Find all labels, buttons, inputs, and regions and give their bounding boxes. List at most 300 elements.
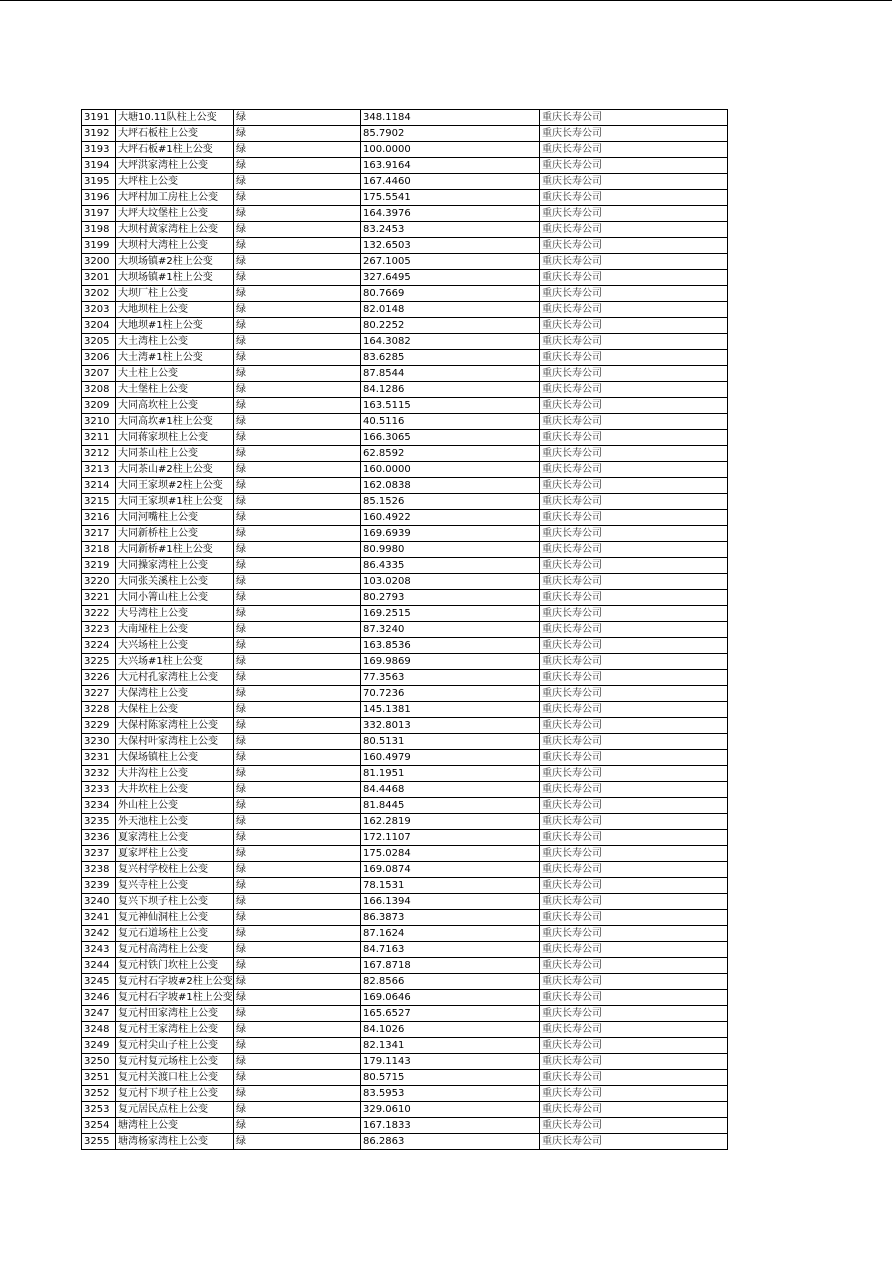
cell-status: 绿 [234, 430, 361, 446]
cell-company: 重庆长寿公司 [540, 1102, 728, 1118]
cell-id: 3212 [82, 446, 116, 462]
cell-status: 绿 [234, 958, 361, 974]
cell-company: 重庆长寿公司 [540, 174, 728, 190]
cell-company: 重庆长寿公司 [540, 414, 728, 430]
table-row [82, 398, 728, 414]
cell-status: 绿 [234, 510, 361, 526]
cell-status: 绿 [234, 462, 361, 478]
table-row [82, 894, 728, 910]
table-row [82, 782, 728, 798]
cell-transformer-name: 大坝村大湾柱上公变 [116, 238, 234, 254]
cell-transformer-name: 大坪石板柱上公变 [116, 126, 234, 142]
cell-value: 163.5115 [361, 398, 540, 414]
cell-company: 重庆长寿公司 [540, 494, 728, 510]
cell-value: 327.6495 [361, 270, 540, 286]
cell-transformer-name: 大同高坎#1柱上公变 [116, 414, 234, 430]
table-row [82, 558, 728, 574]
cell-value: 163.9164 [361, 158, 540, 174]
cell-id: 3251 [82, 1070, 116, 1086]
cell-value: 81.1951 [361, 766, 540, 782]
cell-company: 重庆长寿公司 [540, 878, 728, 894]
cell-id: 3221 [82, 590, 116, 606]
cell-status: 绿 [234, 782, 361, 798]
cell-company: 重庆长寿公司 [540, 990, 728, 1006]
cell-status: 绿 [234, 206, 361, 222]
table-row [82, 990, 728, 1006]
table-row [82, 1038, 728, 1054]
cell-status: 绿 [234, 654, 361, 670]
cell-value: 167.1833 [361, 1118, 540, 1134]
table-row [82, 110, 728, 126]
cell-value: 132.6503 [361, 238, 540, 254]
cell-status: 绿 [234, 334, 361, 350]
table-row [82, 846, 728, 862]
table-row [82, 574, 728, 590]
cell-company: 重庆长寿公司 [540, 382, 728, 398]
cell-status: 绿 [234, 638, 361, 654]
cell-value: 80.9980 [361, 542, 540, 558]
cell-value: 169.0646 [361, 990, 540, 1006]
cell-status: 绿 [234, 862, 361, 878]
cell-company: 重庆长寿公司 [540, 974, 728, 990]
cell-company: 重庆长寿公司 [540, 158, 728, 174]
cell-company: 重庆长寿公司 [540, 926, 728, 942]
table-row [82, 702, 728, 718]
cell-status: 绿 [234, 1070, 361, 1086]
cell-value: 169.9869 [361, 654, 540, 670]
cell-company: 重庆长寿公司 [540, 318, 728, 334]
table-row [82, 654, 728, 670]
cell-status: 绿 [234, 1038, 361, 1054]
table-row [82, 542, 728, 558]
cell-company: 重庆长寿公司 [540, 702, 728, 718]
cell-value: 82.1341 [361, 1038, 540, 1054]
table-row [82, 350, 728, 366]
cell-transformer-name: 大坪村加工房柱上公变 [116, 190, 234, 206]
table-row [82, 414, 728, 430]
cell-value: 165.6527 [361, 1006, 540, 1022]
cell-id: 3230 [82, 734, 116, 750]
cell-status: 绿 [234, 238, 361, 254]
cell-transformer-name: 夏家湾柱上公变 [116, 830, 234, 846]
table-row [82, 430, 728, 446]
cell-id: 3220 [82, 574, 116, 590]
cell-transformer-name: 外山柱上公变 [116, 798, 234, 814]
cell-transformer-name: 复兴寺柱上公变 [116, 878, 234, 894]
cell-value: 80.5715 [361, 1070, 540, 1086]
cell-value: 175.0284 [361, 846, 540, 862]
cell-company: 重庆长寿公司 [540, 110, 728, 126]
cell-id: 3242 [82, 926, 116, 942]
table-row [82, 798, 728, 814]
table-row [82, 750, 728, 766]
cell-transformer-name: 大井沟柱上公变 [116, 766, 234, 782]
cell-value: 166.3065 [361, 430, 540, 446]
table-row [82, 478, 728, 494]
cell-status: 绿 [234, 574, 361, 590]
table-row [82, 1102, 728, 1118]
cell-transformer-name: 大同新桥柱上公变 [116, 526, 234, 542]
cell-transformer-name: 复元村铁门坎柱上公变 [116, 958, 234, 974]
cell-status: 绿 [234, 558, 361, 574]
cell-company: 重庆长寿公司 [540, 1006, 728, 1022]
cell-value: 160.0000 [361, 462, 540, 478]
cell-company: 重庆长寿公司 [540, 910, 728, 926]
cell-company: 重庆长寿公司 [540, 654, 728, 670]
cell-id: 3239 [82, 878, 116, 894]
cell-value: 267.1005 [361, 254, 540, 270]
cell-company: 重庆长寿公司 [540, 1118, 728, 1134]
cell-id: 3246 [82, 990, 116, 1006]
cell-id: 3207 [82, 366, 116, 382]
table-row [82, 638, 728, 654]
cell-value: 40.5116 [361, 414, 540, 430]
table-row [82, 334, 728, 350]
cell-status: 绿 [234, 798, 361, 814]
cell-transformer-name: 大塘10.11队柱上公变 [116, 110, 234, 126]
cell-status: 绿 [234, 270, 361, 286]
cell-transformer-name: 大兴场#1柱上公变 [116, 654, 234, 670]
cell-transformer-name: 复元村石字坡#1柱上公变 [116, 990, 234, 1006]
cell-transformer-name: 塘湾杨家湾柱上公变 [116, 1134, 234, 1150]
table-row [82, 382, 728, 398]
cell-value: 77.3563 [361, 670, 540, 686]
cell-status: 绿 [234, 910, 361, 926]
cell-transformer-name: 大同高坎柱上公变 [116, 398, 234, 414]
cell-transformer-name: 大坪石板#1柱上公变 [116, 142, 234, 158]
cell-id: 3202 [82, 286, 116, 302]
cell-transformer-name: 大南垭柱上公变 [116, 622, 234, 638]
cell-status: 绿 [234, 414, 361, 430]
cell-company: 重庆长寿公司 [540, 526, 728, 542]
cell-id: 3196 [82, 190, 116, 206]
cell-company: 重庆长寿公司 [540, 718, 728, 734]
cell-value: 83.2453 [361, 222, 540, 238]
cell-value: 348.1184 [361, 110, 540, 126]
cell-company: 重庆长寿公司 [540, 1134, 728, 1150]
cell-transformer-name: 大井坎柱上公变 [116, 782, 234, 798]
cell-id: 3249 [82, 1038, 116, 1054]
table-row [82, 974, 728, 990]
cell-company: 重庆长寿公司 [540, 270, 728, 286]
table-row [82, 926, 728, 942]
cell-company: 重庆长寿公司 [540, 510, 728, 526]
cell-transformer-name: 大坪柱上公变 [116, 174, 234, 190]
cell-id: 3214 [82, 478, 116, 494]
table-row [82, 862, 728, 878]
cell-transformer-name: 复兴村学校柱上公变 [116, 862, 234, 878]
cell-id: 3211 [82, 430, 116, 446]
table-row [82, 174, 728, 190]
cell-company: 重庆长寿公司 [540, 430, 728, 446]
cell-status: 绿 [234, 174, 361, 190]
cell-value: 160.4922 [361, 510, 540, 526]
cell-id: 3232 [82, 766, 116, 782]
cell-company: 重庆长寿公司 [540, 958, 728, 974]
cell-company: 重庆长寿公司 [540, 622, 728, 638]
cell-transformer-name: 复元村高湾柱上公变 [116, 942, 234, 958]
cell-transformer-name: 夏家坪柱上公变 [116, 846, 234, 862]
cell-company: 重庆长寿公司 [540, 446, 728, 462]
cell-status: 绿 [234, 526, 361, 542]
cell-id: 3224 [82, 638, 116, 654]
cell-id: 3223 [82, 622, 116, 638]
cell-transformer-name: 大同王家坝#2柱上公变 [116, 478, 234, 494]
cell-transformer-name: 大保村叶家湾柱上公变 [116, 734, 234, 750]
table-row [82, 1054, 728, 1070]
cell-company: 重庆长寿公司 [540, 1022, 728, 1038]
cell-company: 重庆长寿公司 [540, 830, 728, 846]
table-row [82, 942, 728, 958]
cell-id: 3241 [82, 910, 116, 926]
cell-transformer-name: 大土柱上公变 [116, 366, 234, 382]
cell-id: 3206 [82, 350, 116, 366]
cell-id: 3250 [82, 1054, 116, 1070]
data-table [81, 109, 728, 1150]
cell-transformer-name: 大坝场镇#2柱上公变 [116, 254, 234, 270]
cell-id: 3237 [82, 846, 116, 862]
cell-value: 86.4335 [361, 558, 540, 574]
cell-company: 重庆长寿公司 [540, 862, 728, 878]
cell-status: 绿 [234, 110, 361, 126]
cell-status: 绿 [234, 126, 361, 142]
cell-status: 绿 [234, 382, 361, 398]
table-row [82, 142, 728, 158]
cell-transformer-name: 大同新桥#1柱上公变 [116, 542, 234, 558]
cell-value: 167.4460 [361, 174, 540, 190]
cell-status: 绿 [234, 622, 361, 638]
cell-transformer-name: 大元村孔家湾柱上公变 [116, 670, 234, 686]
table-row [82, 302, 728, 318]
cell-status: 绿 [234, 686, 361, 702]
cell-transformer-name: 复元居民点柱上公变 [116, 1102, 234, 1118]
cell-id: 3219 [82, 558, 116, 574]
cell-company: 重庆长寿公司 [540, 846, 728, 862]
cell-id: 3194 [82, 158, 116, 174]
cell-value: 83.5953 [361, 1086, 540, 1102]
cell-id: 3229 [82, 718, 116, 734]
table-row [82, 590, 728, 606]
table-row [82, 1022, 728, 1038]
cell-transformer-name: 大坪大坟堡柱上公变 [116, 206, 234, 222]
cell-status: 绿 [234, 1006, 361, 1022]
cell-id: 3217 [82, 526, 116, 542]
cell-id: 3200 [82, 254, 116, 270]
cell-status: 绿 [234, 398, 361, 414]
cell-value: 84.1286 [361, 382, 540, 398]
cell-company: 重庆长寿公司 [540, 238, 728, 254]
cell-company: 重庆长寿公司 [540, 126, 728, 142]
table-row [82, 734, 728, 750]
table-row [82, 222, 728, 238]
cell-company: 重庆长寿公司 [540, 222, 728, 238]
cell-transformer-name: 大保柱上公变 [116, 702, 234, 718]
cell-id: 3248 [82, 1022, 116, 1038]
page-top-border [0, 0, 892, 1]
table-row [82, 766, 728, 782]
cell-id: 3201 [82, 270, 116, 286]
cell-id: 3236 [82, 830, 116, 846]
cell-id: 3228 [82, 702, 116, 718]
cell-company: 重庆长寿公司 [540, 542, 728, 558]
cell-value: 85.1526 [361, 494, 540, 510]
cell-company: 重庆长寿公司 [540, 782, 728, 798]
cell-value: 84.7163 [361, 942, 540, 958]
table-row [82, 814, 728, 830]
cell-id: 3213 [82, 462, 116, 478]
cell-value: 87.3240 [361, 622, 540, 638]
cell-value: 85.7902 [361, 126, 540, 142]
cell-company: 重庆长寿公司 [540, 558, 728, 574]
cell-value: 169.6939 [361, 526, 540, 542]
cell-transformer-name: 外天池柱上公变 [116, 814, 234, 830]
cell-id: 3255 [82, 1134, 116, 1150]
cell-id: 3205 [82, 334, 116, 350]
cell-transformer-name: 大同张关溪柱上公变 [116, 574, 234, 590]
cell-status: 绿 [234, 1054, 361, 1070]
cell-status: 绿 [234, 942, 361, 958]
cell-status: 绿 [234, 318, 361, 334]
cell-status: 绿 [234, 190, 361, 206]
cell-status: 绿 [234, 974, 361, 990]
cell-value: 70.7236 [361, 686, 540, 702]
cell-status: 绿 [234, 1102, 361, 1118]
table-row [82, 254, 728, 270]
cell-company: 重庆长寿公司 [540, 766, 728, 782]
cell-company: 重庆长寿公司 [540, 734, 728, 750]
cell-transformer-name: 复元村复元场柱上公变 [116, 1054, 234, 1070]
cell-status: 绿 [234, 1086, 361, 1102]
cell-transformer-name: 大地坝#1柱上公变 [116, 318, 234, 334]
cell-value: 84.1026 [361, 1022, 540, 1038]
cell-value: 81.8445 [361, 798, 540, 814]
cell-value: 175.5541 [361, 190, 540, 206]
table-row [82, 206, 728, 222]
cell-status: 绿 [234, 142, 361, 158]
cell-value: 162.0838 [361, 478, 540, 494]
table-row [82, 670, 728, 686]
cell-transformer-name: 复元村关渡口柱上公变 [116, 1070, 234, 1086]
cell-id: 3254 [82, 1118, 116, 1134]
cell-company: 重庆长寿公司 [540, 798, 728, 814]
cell-id: 3215 [82, 494, 116, 510]
cell-status: 绿 [234, 718, 361, 734]
cell-company: 重庆长寿公司 [540, 302, 728, 318]
cell-value: 103.0208 [361, 574, 540, 590]
cell-value: 172.1107 [361, 830, 540, 846]
table-row [82, 958, 728, 974]
table-row [82, 190, 728, 206]
cell-value: 169.0874 [361, 862, 540, 878]
cell-value: 62.8592 [361, 446, 540, 462]
cell-id: 3231 [82, 750, 116, 766]
cell-company: 重庆长寿公司 [540, 206, 728, 222]
cell-transformer-name: 大同蒋家坝柱上公变 [116, 430, 234, 446]
cell-value: 160.4979 [361, 750, 540, 766]
cell-id: 3203 [82, 302, 116, 318]
cell-status: 绿 [234, 830, 361, 846]
cell-id: 3199 [82, 238, 116, 254]
cell-value: 329.0610 [361, 1102, 540, 1118]
table-row [82, 286, 728, 302]
cell-status: 绿 [234, 254, 361, 270]
cell-status: 绿 [234, 286, 361, 302]
cell-status: 绿 [234, 990, 361, 1006]
cell-company: 重庆长寿公司 [540, 1070, 728, 1086]
cell-transformer-name: 复元村王家湾柱上公变 [116, 1022, 234, 1038]
cell-value: 164.3976 [361, 206, 540, 222]
cell-value: 87.1624 [361, 926, 540, 942]
cell-transformer-name: 大土湾#1柱上公变 [116, 350, 234, 366]
cell-id: 3198 [82, 222, 116, 238]
table-row [82, 1070, 728, 1086]
cell-id: 3247 [82, 1006, 116, 1022]
table-row [82, 686, 728, 702]
cell-company: 重庆长寿公司 [540, 638, 728, 654]
table-row [82, 878, 728, 894]
cell-value: 82.8566 [361, 974, 540, 990]
cell-value: 80.7669 [361, 286, 540, 302]
cell-transformer-name: 大同茶山柱上公变 [116, 446, 234, 462]
cell-transformer-name: 塘湾柱上公变 [116, 1118, 234, 1134]
cell-transformer-name: 复元村尖山子柱上公变 [116, 1038, 234, 1054]
cell-transformer-name: 大同小箐山柱上公变 [116, 590, 234, 606]
cell-company: 重庆长寿公司 [540, 462, 728, 478]
cell-id: 3195 [82, 174, 116, 190]
cell-transformer-name: 复兴下坝子柱上公变 [116, 894, 234, 910]
cell-company: 重庆长寿公司 [540, 478, 728, 494]
table-row [82, 366, 728, 382]
cell-id: 3209 [82, 398, 116, 414]
cell-value: 169.2515 [361, 606, 540, 622]
cell-transformer-name: 大地坝柱上公变 [116, 302, 234, 318]
cell-company: 重庆长寿公司 [540, 190, 728, 206]
cell-id: 3233 [82, 782, 116, 798]
cell-value: 86.2863 [361, 1134, 540, 1150]
cell-id: 3204 [82, 318, 116, 334]
cell-value: 164.3082 [361, 334, 540, 350]
cell-value: 145.1381 [361, 702, 540, 718]
table-row [82, 462, 728, 478]
cell-id: 3222 [82, 606, 116, 622]
cell-id: 3208 [82, 382, 116, 398]
cell-value: 179.1143 [361, 1054, 540, 1070]
cell-id: 3216 [82, 510, 116, 526]
table-row [82, 526, 728, 542]
cell-id: 3218 [82, 542, 116, 558]
cell-value: 83.6285 [361, 350, 540, 366]
cell-value: 82.0148 [361, 302, 540, 318]
cell-status: 绿 [234, 894, 361, 910]
table-row [82, 158, 728, 174]
cell-status: 绿 [234, 846, 361, 862]
cell-value: 80.5131 [361, 734, 540, 750]
cell-status: 绿 [234, 1134, 361, 1150]
cell-status: 绿 [234, 1118, 361, 1134]
cell-status: 绿 [234, 542, 361, 558]
table-row [82, 606, 728, 622]
cell-id: 3193 [82, 142, 116, 158]
cell-status: 绿 [234, 446, 361, 462]
cell-status: 绿 [234, 926, 361, 942]
cell-status: 绿 [234, 478, 361, 494]
cell-transformer-name: 大同王家坝#1柱上公变 [116, 494, 234, 510]
table-row [82, 318, 728, 334]
cell-id: 3191 [82, 110, 116, 126]
cell-value: 80.2252 [361, 318, 540, 334]
table-row [82, 1118, 728, 1134]
cell-company: 重庆长寿公司 [540, 574, 728, 590]
